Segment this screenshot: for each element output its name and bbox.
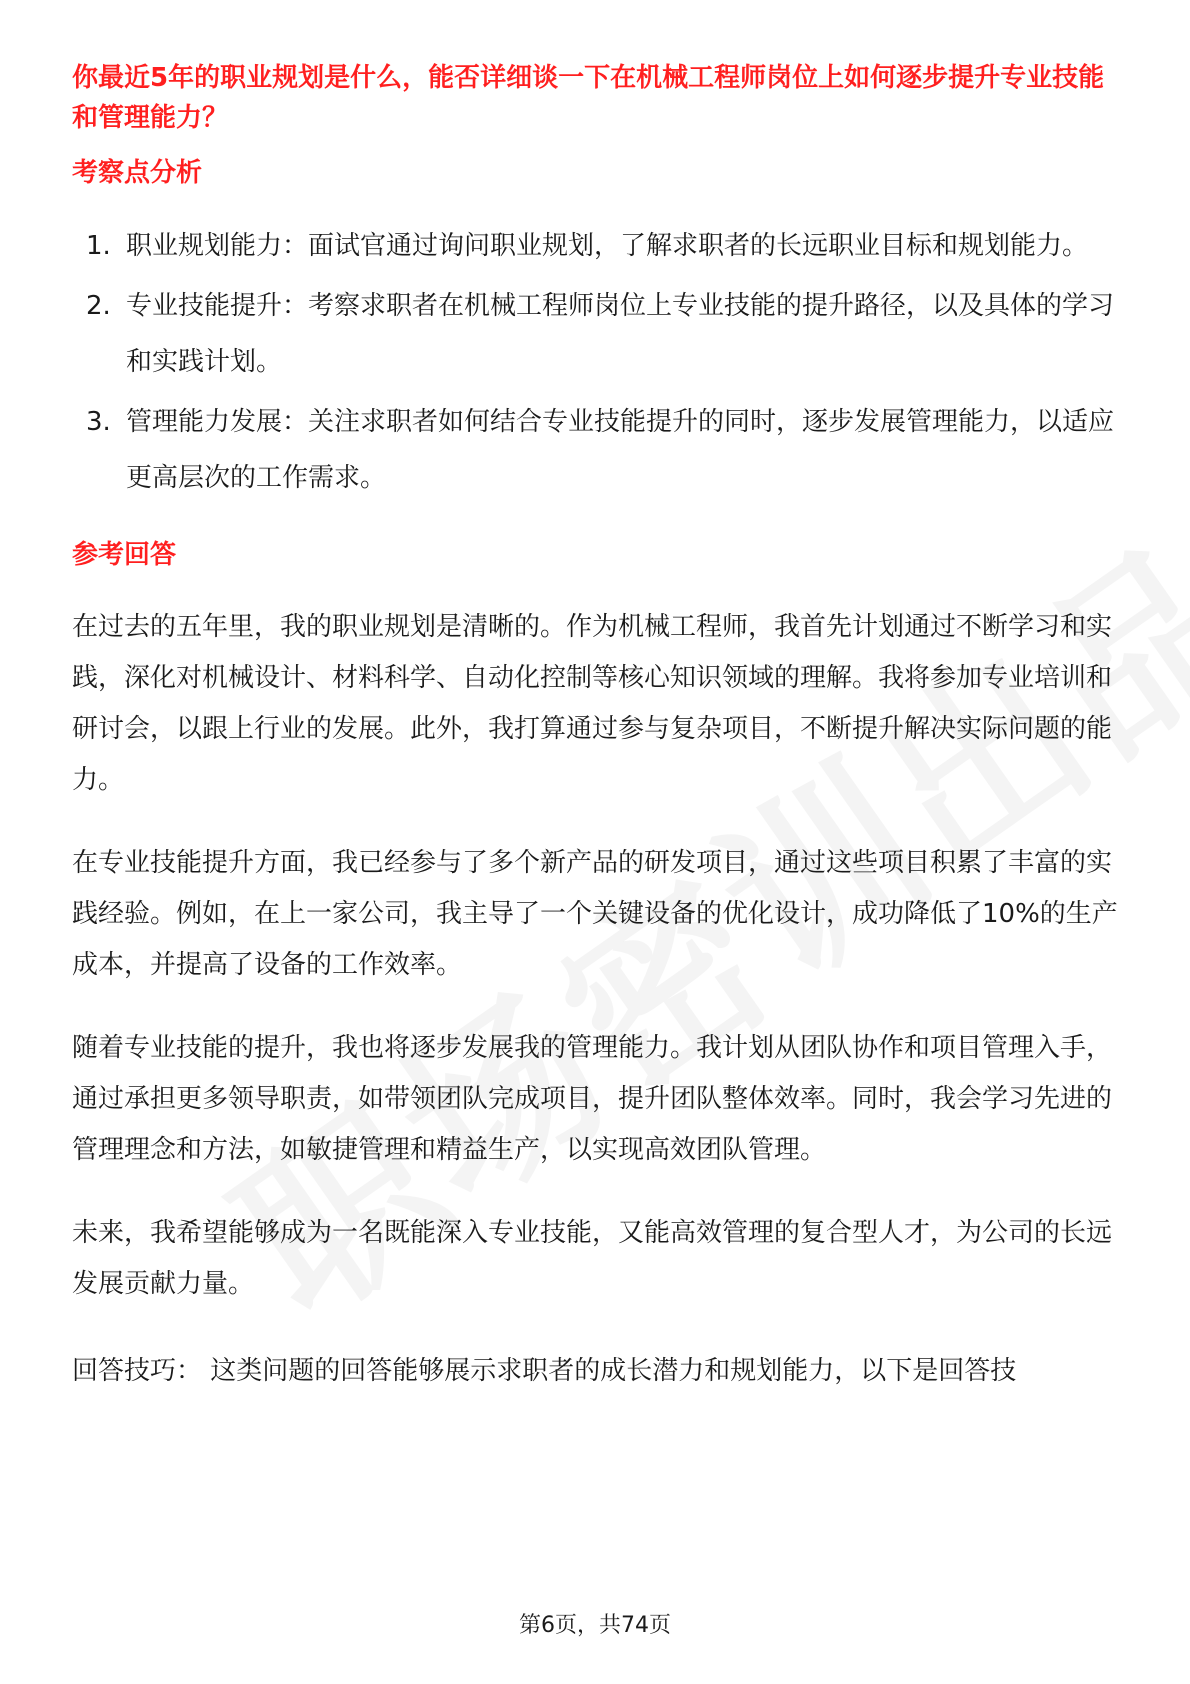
question-title: 你最近5年的职业规划是什么，能否详细谈一下在机械工程师岗位上如何逐步提升专业技能和管理能力？: [72, 63, 1105, 133]
answer-paragraph: 随着专业技能的提升，我也将逐步发展我的管理能力。我计划从团队协作和项目管理入手，通过承担更多领导职责，如带领团队完成项目，提升团队整体效率。同时，我会学习先进的管理理念和方法，如敏捷管理和精益生产，以实现高效团队管理。: [72, 1033, 1113, 1165]
answer-paragraph: 在专业技能提升方面，我已经参与了多个新产品的研发项目，通过这些项目积累了丰富的实践经验。例如，在上一家公司，我主导了一个关键设备的优化设计，成功降低了10%的生产成本，并提高了设备的工作效率。: [72, 848, 1118, 980]
list-item-number: 3.: [86, 407, 111, 437]
analysis-list: [72, 218, 1122, 506]
page-number: 第6页，共74页: [519, 1613, 671, 1638]
list-item-text: 管理能力发展：关注求职者如何结合专业技能提升的同时，逐步发展管理能力，以适应更高层次的工作需求。: [126, 407, 1115, 493]
list-item-text: 职业规划能力：面试官通过询问职业规划，了解求职者的长远职业目标和规划能力。: [126, 231, 1089, 261]
list-item: [72, 278, 1122, 390]
answer-paragraph: 未来，我希望能够成为一名既能深入专业技能，又能高效管理的复合型人才，为公司的长远发展贡献力量。: [72, 1218, 1113, 1299]
list-item: [72, 218, 1122, 274]
list-item: [72, 394, 1122, 506]
answer-paragraph: 在过去的五年里，我的职业规划是清晰的。作为机械工程师，我首先计划通过不断学习和实践，深化对机械设计、材料科学、自动化控制等核心知识领域的理解。我将参加专业培训和研讨会，以跟上行业的发展。此外，我打算通过参与复杂项目，不断提升解决实际问题的能力。: [72, 612, 1113, 795]
list-item-text: 专业技能提升：考察求职者在机械工程师岗位上专业技能的提升路径，以及具体的学习和实践计划。: [126, 291, 1115, 377]
document-body: [72, 58, 1122, 1423]
list-item-number: 2.: [86, 291, 111, 321]
answer-heading: 参考回答: [72, 540, 177, 570]
list-item-number: 1.: [86, 231, 111, 261]
answer-tips: 回答技巧： 这类问题的回答能够展示求职者的成长潜力和规划能力，以下是回答技: [72, 1356, 1017, 1386]
analysis-heading: 考察点分析: [72, 158, 203, 188]
